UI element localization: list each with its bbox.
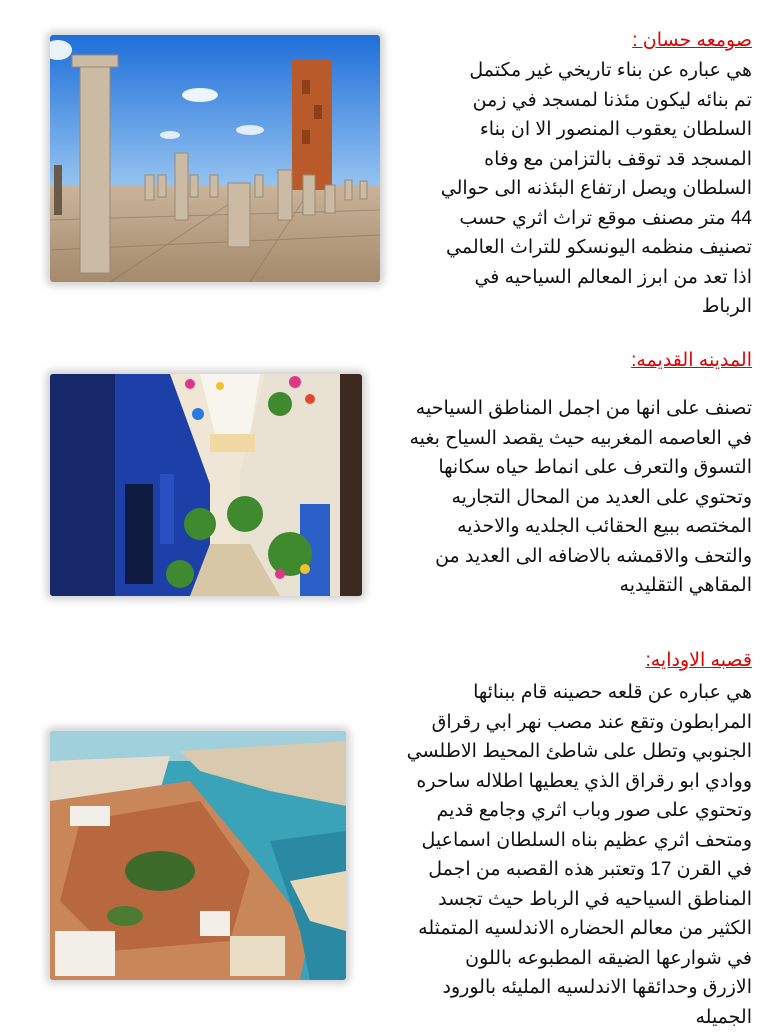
section-heading: قصبه الاودايه: bbox=[645, 649, 752, 673]
kasbah-udayas-photo bbox=[50, 731, 346, 980]
text-line: والتحف والاقمشه بالاضافه الى العديد من bbox=[372, 542, 752, 572]
text-line: في شوارعها الضيقه المطبوعه باللون bbox=[366, 944, 752, 974]
text-line: الازرق وحدائقها الاندلسيه المليئه بالورود bbox=[366, 973, 752, 1003]
old-medina-photo bbox=[50, 374, 362, 596]
text-line: هي عباره عن بناء تاريخي غير مكتمل bbox=[372, 56, 752, 86]
section-body-text bbox=[366, 678, 752, 1032]
text-line: الكثير من معالم الحضاره الاندلسيه المتمثله bbox=[366, 914, 752, 944]
text-line: الرباط bbox=[372, 292, 752, 322]
text-line: تصنيف منظمه اليونسكو للتراث العالمي bbox=[372, 233, 752, 263]
text-line: السلطان يعقوب المنصور الا ان بناء bbox=[372, 115, 752, 145]
text-line: التسوق والتعرف على انماط حياه سكانها bbox=[372, 453, 752, 483]
section-body-text bbox=[372, 394, 752, 601]
text-line: المناطق السياحيه في الرباط حيث تجسد bbox=[366, 885, 752, 915]
text-line: 44 متر مصنف موقع تراث اثري حسب bbox=[372, 204, 752, 234]
text-line: الجنوبي وتطل على شاطئ المحيط الاطلسي bbox=[366, 737, 752, 767]
text-line: في العاصمه المغربيه حيث يقصد السياح بغيه bbox=[372, 424, 752, 454]
text-line: ووادي ابو رقراق الذي يعطيها اطلاله ساحره bbox=[366, 767, 752, 797]
text-line: المختصه ببيع الحقائب الجلديه والاحذيه bbox=[372, 512, 752, 542]
hassan-tower-photo bbox=[50, 35, 380, 282]
text-line: هي عباره عن قلعه حصينه قام ببنائها bbox=[366, 678, 752, 708]
text-line: تم بنائه ليكون مئذنا لمسجد في زمن bbox=[372, 86, 752, 116]
text-line: تصنف على انها من اجمل المناطق السياحيه bbox=[372, 394, 752, 424]
text-line: وتحتوي على العديد من المحال التجاريه bbox=[372, 483, 752, 513]
text-line: اذا تعد من ابرز المعالم السياحيه في bbox=[372, 263, 752, 293]
text-line: المقاهي التقليديه bbox=[372, 571, 752, 601]
text-line: وتحتوي على صور وباب اثري وجامع قديم bbox=[366, 796, 752, 826]
text-line: المسجد قد توقف بالتزامن مع وفاه bbox=[372, 145, 752, 175]
section-heading: المدينه القديمه: bbox=[631, 349, 752, 373]
text-line: في القرن 17 وتعتبر هذه القصبه من اجمل bbox=[366, 855, 752, 885]
text-line: الجميله bbox=[366, 1003, 752, 1032]
text-line: ومتحف اثري عظيم بناه السلطان اسماعيل bbox=[366, 826, 752, 856]
section-body-text bbox=[372, 56, 752, 322]
section-heading: صومعه حسان : bbox=[632, 29, 752, 53]
text-line: المرابطون وتقع عند مصب نهر ابي رقراق bbox=[366, 708, 752, 738]
text-line: السلطان ويصل ارتفاع البئذنه الى حوالي bbox=[372, 174, 752, 204]
